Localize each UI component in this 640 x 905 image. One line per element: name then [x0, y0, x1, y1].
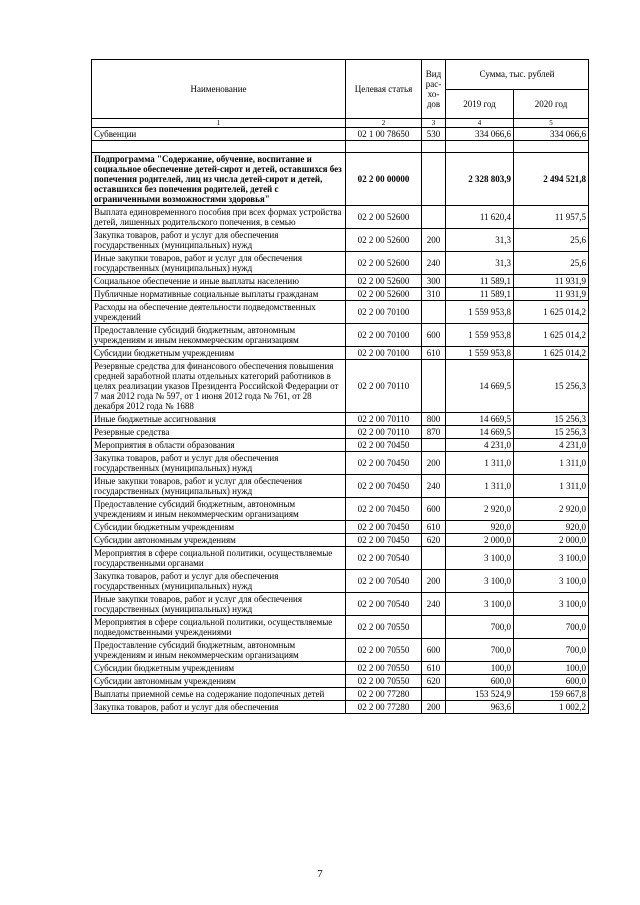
table-row	[92, 452, 589, 475]
row-target-code: 02 2 00 52600	[346, 229, 422, 252]
row-expense-type	[422, 439, 446, 452]
table-row	[92, 206, 589, 229]
budget-table-sheet	[91, 59, 588, 714]
row-sum-2019: 31,3	[446, 229, 514, 252]
row-name: Предоставление субсидий бюджетным, автономным учреждениям и иным некоммерческим организациям	[92, 324, 346, 347]
row-sum-2019: 3 100,0	[446, 570, 514, 593]
row-target-code: 02 2 00 70100	[346, 324, 422, 347]
column-index: 4	[446, 119, 514, 128]
table-row	[92, 229, 589, 252]
row-sum-2020: 25,6	[514, 229, 589, 252]
row-target-code: 02 2 00 70550	[346, 616, 422, 639]
row-name: Иные закупки товаров, работ и услуг для обеспечения государственных (муниципальных) нужд	[92, 475, 346, 498]
row-expense-type: 530	[422, 128, 446, 141]
row-name: Подпрограмма "Содержание, обучение, воспитание и социальное обеспечение детей-сирот и детей, оставшихся без попечения родителей, лиц из числа детей-сирот и детей, оставшихся без попечения родителей, детей с ограниченными возможностями здоровья"	[92, 153, 346, 206]
row-sum-2019: 3 100,0	[446, 593, 514, 616]
row-target-code: 02 2 00 70450	[346, 475, 422, 498]
row-expense-type	[422, 616, 446, 639]
row-sum-2020: 11 957,5	[514, 206, 589, 229]
row-expense-type: 600	[422, 498, 446, 521]
row-name: Субсидии бюджетным учреждениям	[92, 347, 346, 360]
row-expense-type: 240	[422, 593, 446, 616]
row-name: Закупка товаров, работ и услуг для обеспечения государственных (муниципальных) нужд	[92, 229, 346, 252]
header-vid: Вид рас-хо-дов	[422, 60, 446, 119]
row-target-code: 02 2 00 00000	[346, 153, 422, 206]
row-name: Закупка товаров, работ и услуг для обеспечения государственных (муниципальных) нужд	[92, 452, 346, 475]
row-target-code: 02 2 00 70450	[346, 534, 422, 547]
row-sum-2020: 1 625 014,2	[514, 324, 589, 347]
row-target-code: 02 2 00 70550	[346, 639, 422, 662]
row-expense-type: 200	[422, 570, 446, 593]
row-sum-2020: 334 066,6	[514, 128, 589, 141]
row-expense-type: 240	[422, 475, 446, 498]
row-target-code: 02 2 00 70450	[346, 452, 422, 475]
row-name: Выплата единовременного пособия при всех формах устройства детей, лишенных родительского попечения, в семью	[92, 206, 346, 229]
row-expense-type	[422, 360, 446, 413]
row-name: Иные закупки товаров, работ и услуг для обеспечения государственных (муниципальных) нужд	[92, 252, 346, 275]
row-sum-2019: 14 669,5	[446, 426, 514, 439]
column-index: 1	[92, 119, 346, 128]
row-expense-type: 300	[422, 275, 446, 288]
row-target-code: 02 2 00 70550	[346, 675, 422, 688]
header-year-2020: 2020 год	[514, 89, 589, 119]
table-row	[92, 688, 589, 701]
table-row	[92, 701, 589, 714]
header-year-2019: 2019 год	[446, 89, 514, 119]
row-name: Закупка товаров, работ и услуг для обеспечения	[92, 701, 346, 714]
column-index-row	[92, 119, 589, 128]
column-index: 2	[346, 119, 422, 128]
row-sum-2020: 3 100,0	[514, 593, 589, 616]
table-row	[92, 360, 589, 413]
row-expense-type: 200	[422, 452, 446, 475]
row-expense-type: 800	[422, 413, 446, 426]
table-row	[92, 570, 589, 593]
table-row	[92, 498, 589, 521]
table-row	[92, 347, 589, 360]
row-expense-type: 600	[422, 639, 446, 662]
row-sum-2020: 100,0	[514, 662, 589, 675]
row-expense-type	[422, 301, 446, 324]
row-sum-2019: 700,0	[446, 639, 514, 662]
row-name: Расходы на обеспечение деятельности подведомственных учреждений	[92, 301, 346, 324]
empty-cell	[446, 141, 514, 153]
row-sum-2019: 1 311,0	[446, 475, 514, 498]
row-name: Мероприятия в сфере социальной политики, осуществляемые подведомственными учреждениями	[92, 616, 346, 639]
table-row	[92, 275, 589, 288]
row-target-code: 02 2 00 70550	[346, 662, 422, 675]
row-target-code: 02 2 00 52600	[346, 275, 422, 288]
row-name: Социальное обеспечение и иные выплаты населению	[92, 275, 346, 288]
row-sum-2019: 1 559 953,8	[446, 324, 514, 347]
row-sum-2020: 1 625 014,2	[514, 301, 589, 324]
row-name: Субсидии автономным учреждениям	[92, 534, 346, 547]
row-sum-2020: 1 002,2	[514, 701, 589, 714]
row-sum-2019: 31,3	[446, 252, 514, 275]
row-sum-2020: 15 256,3	[514, 426, 589, 439]
row-sum-2019: 14 669,5	[446, 360, 514, 413]
row-expense-type: 310	[422, 288, 446, 301]
row-expense-type: 200	[422, 701, 446, 714]
row-sum-2019: 11 589,1	[446, 288, 514, 301]
row-name: Иные закупки товаров, работ и услуг для обеспечения государственных (муниципальных) нужд	[92, 593, 346, 616]
page-number: 7	[317, 868, 323, 880]
row-sum-2020: 700,0	[514, 639, 589, 662]
row-expense-type: 620	[422, 675, 446, 688]
empty-cell	[422, 141, 446, 153]
row-name: Закупка товаров, работ и услуг для обеспечения государственных (муниципальных) нужд	[92, 570, 346, 593]
row-expense-type: 200	[422, 229, 446, 252]
row-sum-2020: 159 667,8	[514, 688, 589, 701]
row-expense-type: 600	[422, 324, 446, 347]
row-sum-2020: 1 625 014,2	[514, 347, 589, 360]
row-name: Субсидии автономным учреждениям	[92, 675, 346, 688]
row-expense-type: 870	[422, 426, 446, 439]
row-name: Субсидии бюджетным учреждениям	[92, 521, 346, 534]
row-target-code: 02 2 00 70110	[346, 413, 422, 426]
row-sum-2020: 3 100,0	[514, 547, 589, 570]
row-sum-2019: 920,0	[446, 521, 514, 534]
row-target-code: 02 2 00 70540	[346, 547, 422, 570]
row-sum-2020: 11 931,9	[514, 288, 589, 301]
table-row	[92, 128, 589, 141]
row-sum-2019: 700,0	[446, 616, 514, 639]
row-expense-type: 620	[422, 534, 446, 547]
header-name: Наименование	[92, 60, 346, 119]
row-target-code: 02 2 00 70100	[346, 301, 422, 324]
row-target-code: 02 2 00 52600	[346, 252, 422, 275]
row-sum-2019: 11 620,4	[446, 206, 514, 229]
row-expense-type: 610	[422, 347, 446, 360]
empty-cell	[514, 141, 589, 153]
row-sum-2020: 4 231,0	[514, 439, 589, 452]
row-sum-2020: 15 256,3	[514, 413, 589, 426]
row-target-code: 02 1 00 78650	[346, 128, 422, 141]
row-sum-2019: 600,0	[446, 675, 514, 688]
row-sum-2019: 963,6	[446, 701, 514, 714]
column-index: 3	[422, 119, 446, 128]
table-row	[92, 475, 589, 498]
row-sum-2020: 2 000,0	[514, 534, 589, 547]
row-expense-type	[422, 547, 446, 570]
row-sum-2020: 11 931,9	[514, 275, 589, 288]
row-name: Иные бюджетные ассигнования	[92, 413, 346, 426]
header-code: Целевая статья	[346, 60, 422, 119]
table-row	[92, 675, 589, 688]
row-name: Предоставление субсидий бюджетным, автономным учреждениям и иным некоммерческим организациям	[92, 498, 346, 521]
empty-cell	[346, 141, 422, 153]
row-sum-2019: 2 328 803,9	[446, 153, 514, 206]
row-sum-2019: 1 311,0	[446, 452, 514, 475]
row-expense-type	[422, 206, 446, 229]
table-row	[92, 252, 589, 275]
row-expense-type: 610	[422, 521, 446, 534]
row-expense-type: 610	[422, 662, 446, 675]
table-row	[92, 153, 589, 206]
row-target-code: 02 2 00 70100	[346, 347, 422, 360]
row-target-code: 02 2 00 70450	[346, 498, 422, 521]
table-row	[92, 324, 589, 347]
row-sum-2020: 1 311,0	[514, 475, 589, 498]
row-target-code: 02 2 00 77280	[346, 688, 422, 701]
table-row	[92, 593, 589, 616]
row-sum-2019: 14 669,5	[446, 413, 514, 426]
row-sum-2019: 2 920,0	[446, 498, 514, 521]
column-index: 5	[514, 119, 589, 128]
row-sum-2020: 2 494 521,8	[514, 153, 589, 206]
row-sum-2020: 2 920,0	[514, 498, 589, 521]
row-sum-2019: 11 589,1	[446, 275, 514, 288]
table-row	[92, 288, 589, 301]
row-sum-2019: 153 524,9	[446, 688, 514, 701]
row-target-code: 02 2 00 70540	[346, 570, 422, 593]
row-name: Выплаты приемной семье на содержание подопечных детей	[92, 688, 346, 701]
header-sum: Сумма, тыс. рублей	[446, 60, 589, 90]
row-sum-2019: 334 066,6	[446, 128, 514, 141]
row-name: Резервные средства	[92, 426, 346, 439]
row-sum-2019: 1 559 953,8	[446, 347, 514, 360]
row-name: Мероприятия в сфере социальной политики, осуществляемые государственными органами	[92, 547, 346, 570]
table-row	[92, 301, 589, 324]
row-target-code: 02 2 00 70540	[346, 593, 422, 616]
row-expense-type: 240	[422, 252, 446, 275]
table-row	[92, 639, 589, 662]
row-target-code: 02 2 00 52600	[346, 206, 422, 229]
budget-table	[91, 59, 589, 714]
table-row	[92, 534, 589, 547]
row-target-code: 02 2 00 70450	[346, 521, 422, 534]
row-sum-2020: 25,6	[514, 252, 589, 275]
row-sum-2020: 1 311,0	[514, 452, 589, 475]
row-target-code: 02 2 00 70110	[346, 360, 422, 413]
table-row	[92, 426, 589, 439]
row-expense-type	[422, 688, 446, 701]
spacer-row	[92, 141, 589, 153]
row-target-code: 02 2 00 77280	[346, 701, 422, 714]
row-sum-2020: 15 256,3	[514, 360, 589, 413]
row-name: Мероприятия в области образования	[92, 439, 346, 452]
row-sum-2019: 2 000,0	[446, 534, 514, 547]
row-name: Резервные средства для финансового обеспечения повышения средней заработной платы отдельных категорий работников в целях реализации указов Президента Российской Федерации от 7 мая 2012 года № 597, от 1 июня 2012 года № 761, от 28 декабря 2012 года № 1688	[92, 360, 346, 413]
row-name: Субвенции	[92, 128, 346, 141]
row-sum-2019: 1 559 953,8	[446, 301, 514, 324]
row-expense-type	[422, 153, 446, 206]
row-target-code: 02 2 00 52600	[346, 288, 422, 301]
row-sum-2020: 700,0	[514, 616, 589, 639]
row-sum-2019: 3 100,0	[446, 547, 514, 570]
row-sum-2020: 3 100,0	[514, 570, 589, 593]
table-row	[92, 439, 589, 452]
row-target-code: 02 2 00 70110	[346, 426, 422, 439]
row-sum-2020: 920,0	[514, 521, 589, 534]
table-row	[92, 413, 589, 426]
row-name: Предоставление субсидий бюджетным, автономным учреждениям и иным некоммерческим организациям	[92, 639, 346, 662]
table-row	[92, 547, 589, 570]
table-body	[92, 128, 589, 714]
row-sum-2019: 4 231,0	[446, 439, 514, 452]
table-row	[92, 616, 589, 639]
table-row	[92, 521, 589, 534]
row-sum-2019: 100,0	[446, 662, 514, 675]
row-target-code: 02 2 00 70450	[346, 439, 422, 452]
empty-cell	[92, 141, 346, 153]
table-row	[92, 662, 589, 675]
row-name: Субсидии бюджетным учреждениям	[92, 662, 346, 675]
row-sum-2020: 600,0	[514, 675, 589, 688]
row-name: Публичные нормативные социальные выплаты гражданам	[92, 288, 346, 301]
